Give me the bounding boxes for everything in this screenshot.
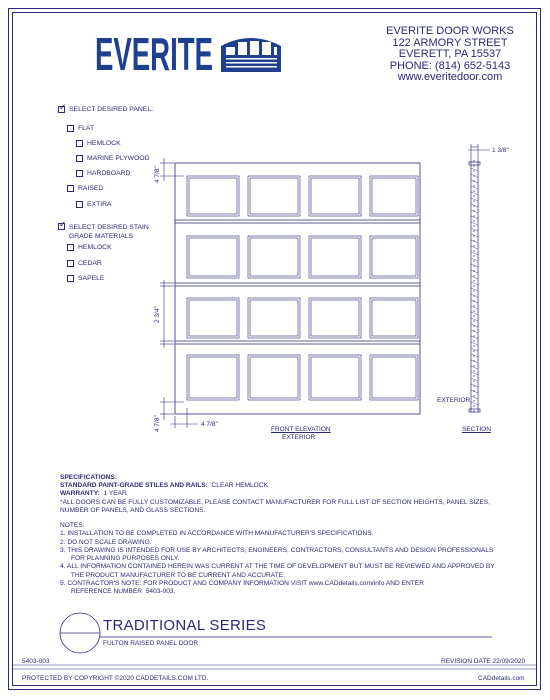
option-label: CEDAR (78, 260, 102, 267)
company-website[interactable]: www.everitedoor.com (397, 71, 503, 83)
section-exterior-label: EXTERIOR (437, 397, 471, 404)
specs-warranty-value: 1 YEAR (103, 490, 127, 498)
specs-note-line1: *ALL DOORS CAN BE FULLY CUSTOMIZABLE, PLEASE CONTACT MANUFACTURER FOR FULL LIST OF SECTION HEIGHTS, PANEL SIZES, (60, 498, 491, 506)
dim-top-rail: 4 7/8" (154, 166, 161, 183)
dim-section-thickness: 1 3/8" (492, 147, 509, 154)
option-label: RAISED (78, 185, 104, 192)
note-5: 5. CONTRACTOR'S NOTE: FOR PRODUCT AND COMPANY INFORMATION VISIT www.CADdetails.com/info AND ENTER (60, 580, 424, 588)
note-4-cont: THE PRODUCT MANUFACTURER TO BE CURRENT AND ACCURATE. (60, 571, 285, 579)
footer-site[interactable]: CADdetails.com (478, 675, 525, 682)
note-3: 3. THIS DRAWING IS INTENDED FOR USE BY ARCHITECTS, ENGINEERS, CONTRACTORS, CONSULTANTS AND DESIGN PROFESSIONALS (60, 546, 494, 554)
front-exterior-label: EXTERIOR (282, 434, 316, 441)
company-phone: PHONE: (814) 652-5143 (389, 59, 511, 72)
dim-stile: 4 7/8" (201, 421, 218, 428)
option-label-line2: GRADE MATERIALS (69, 233, 134, 240)
note-2: 2. DO NOT SCALE DRAWING. (60, 538, 152, 546)
notes-heading: NOTES: (60, 522, 85, 529)
specs-stiles-label: STANDARD PAINT-GRADE STILES AND RAILS: (60, 482, 208, 490)
option-label: FLAT (78, 125, 95, 132)
logo-wordmark: EVERITE (95, 32, 213, 74)
option-label: HEMLOCK (78, 244, 112, 251)
dim-bottom-rail: 4 7/8" (154, 415, 161, 432)
option-label: MARINE PLYWOOD (87, 155, 150, 162)
product-name: FULTON RAISED PANEL DOOR (103, 640, 199, 647)
company-name: EVERITE DOOR WORKS (386, 25, 514, 37)
note-1: 1. INSTALLATION TO BE COMPLETED IN ACCORDANCE WITH MANUFACTURER'S SPECIFICATIONS. (60, 530, 374, 538)
company-street: 122 ARMORY STREET (392, 36, 508, 49)
section-label: SECTION (462, 426, 491, 433)
option-label: HEMLOCK (87, 140, 121, 147)
option-label: SAPELE (78, 275, 105, 282)
option-label: SELECT DESIRED PANEL: (69, 106, 153, 113)
option-label: EXTIRA (87, 201, 112, 208)
option-label-line1: SELECT DESIRED STAIN (69, 224, 149, 231)
note-5-cont: REFERENCE NUMBER 5403-003. (60, 588, 176, 596)
dim-mid-rail: 2 3/4" (154, 306, 161, 323)
option-label: HARDBOARD (87, 170, 131, 177)
front-elevation-label: FRONT ELEVATION (271, 426, 331, 433)
series-title: TRADITIONAL SERIES (103, 617, 267, 634)
specs-stiles-value: CLEAR HEMLOCK (211, 482, 268, 490)
specs-warranty-label: WARRANTY: (60, 490, 100, 498)
drawing-number: 5403-003 (22, 658, 50, 665)
specs-heading: SPECIFICATIONS: (60, 474, 118, 481)
note-3-cont: FOR PLANNING PURPOSES ONLY. (60, 555, 180, 563)
note-4: 4. ALL INFORMATION CONTAINED HEREIN WAS CURRENT AT THE TIME OF DEVELOPMENT BUT MUST BE REVIEWED AND APPROVED BY (60, 563, 495, 571)
copyright: PROTECTED BY COPYRIGHT ©2020 CADDETAILS.COM LTD. (22, 675, 209, 682)
revision-date: REVISION DATE 22/09/2020 (441, 658, 526, 665)
specs-note-line2: NUMBER OF PANELS, AND GLASS SECTIONS. (60, 506, 206, 514)
company-city: EVERETT, PA 15537 (398, 48, 502, 60)
